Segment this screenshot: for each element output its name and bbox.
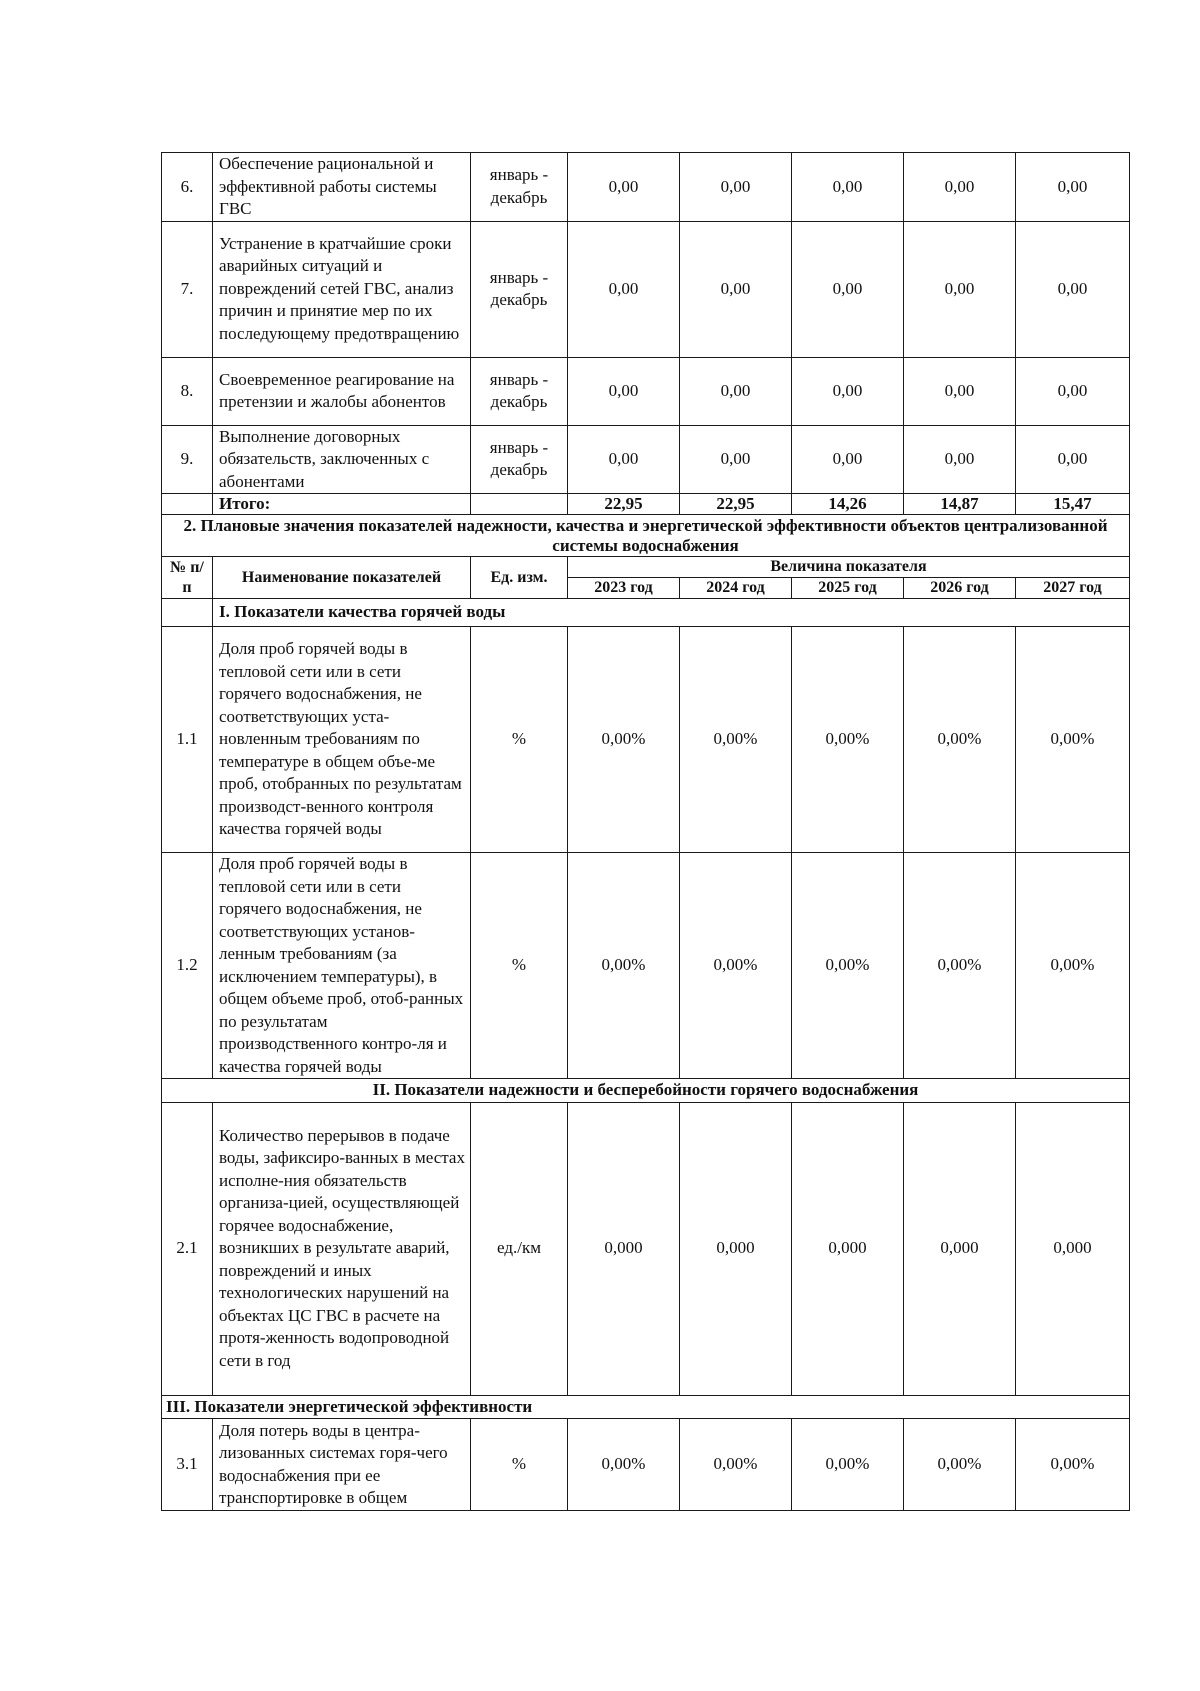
row-number: 7. (162, 221, 213, 357)
total-label: Итого: (213, 494, 471, 515)
row-value-2026: 0,000 (904, 1102, 1016, 1395)
group-title: III. Показатели энергетической эффективности (162, 1395, 1130, 1419)
row-value-2027: 0,00 (1016, 221, 1130, 357)
total-value-2026: 14,87 (904, 494, 1016, 515)
row-value-2025: 0,00% (792, 627, 904, 853)
group-empty-cell (162, 599, 213, 627)
total-value-2024: 22,95 (680, 494, 792, 515)
row-value-2027: 0,00% (1016, 1419, 1130, 1511)
row-value-2026: 0,00 (904, 425, 1016, 494)
row-value-2025: 0,00 (792, 357, 904, 425)
group-row (162, 599, 1130, 627)
row-number: 9. (162, 425, 213, 494)
total-value-2025: 14,26 (792, 494, 904, 515)
table-row (162, 221, 1130, 357)
row-value-2026: 0,00 (904, 357, 1016, 425)
row-number: 2.1 (162, 1102, 213, 1395)
row-value-2027: 0,00 (1016, 357, 1130, 425)
row-value-2024: 0,00% (680, 853, 792, 1079)
row-value-2026: 0,00% (904, 853, 1016, 1079)
group-row (162, 1395, 1130, 1419)
row-value-2023: 0,000 (568, 1102, 680, 1395)
row-name: Обеспечение рациональной и эффективной работы системы ГВС (213, 153, 471, 222)
row-value-2024: 0,00% (680, 1419, 792, 1511)
row-value-2026: 0,00% (904, 1419, 1016, 1511)
row-value-2024: 0,00 (680, 153, 792, 222)
row-unit: % (471, 627, 568, 853)
table-row (162, 153, 1130, 222)
row-value-2024: 0,000 (680, 1102, 792, 1395)
row-number: 3.1 (162, 1419, 213, 1511)
table-row (162, 1102, 1130, 1395)
row-value-2023: 0,00 (568, 357, 680, 425)
row-value-2024: 0,00% (680, 627, 792, 853)
header-num: № п/п (162, 557, 213, 599)
row-number: 1.1 (162, 627, 213, 853)
table-header-row (162, 557, 1130, 578)
row-value-2024: 0,00 (680, 425, 792, 494)
row-name: Доля потерь воды в центра-лизованных системах горя-чего водоснабжения при ее транспортировке в общем (213, 1419, 471, 1511)
row-period: январь - декабрь (471, 221, 568, 357)
section-title-row (162, 515, 1130, 557)
row-value-2024: 0,00 (680, 221, 792, 357)
row-value-2023: 0,00% (568, 853, 680, 1079)
header-unit: Ед. изм. (471, 557, 568, 599)
row-period: январь - декабрь (471, 153, 568, 222)
table-row (162, 1419, 1130, 1511)
row-value-2023: 0,00 (568, 153, 680, 222)
row-value-2027: 0,000 (1016, 1102, 1130, 1395)
total-row (162, 494, 1130, 515)
header-name: Наименование показателей (213, 557, 471, 599)
header-value-group: Величина показателя (568, 557, 1130, 578)
row-period: январь - декабрь (471, 425, 568, 494)
row-value-2023: 0,00 (568, 425, 680, 494)
row-value-2027: 0,00% (1016, 627, 1130, 853)
row-period: январь - декабрь (471, 357, 568, 425)
table-row (162, 357, 1130, 425)
group-title: II. Показатели надежности и бесперебойности горячего водоснабжения (162, 1079, 1130, 1103)
table-row (162, 853, 1130, 1079)
row-name: Доля проб горячей воды в тепловой сети или в сети горячего водоснабжения, не соответствующих уста-новленным требованиям по температуре в общем объе-ме проб, отобранных по результатам производст-венного контроля качества горячей воды (213, 627, 471, 853)
row-value-2026: 0,00 (904, 221, 1016, 357)
row-value-2023: 0,00 (568, 221, 680, 357)
row-number: 6. (162, 153, 213, 222)
row-unit: % (471, 853, 568, 1079)
total-value-2023: 22,95 (568, 494, 680, 515)
row-value-2024: 0,00 (680, 357, 792, 425)
header-year: 2024 год (680, 578, 792, 599)
total-empty-cell (471, 494, 568, 515)
row-value-2027: 0,00 (1016, 425, 1130, 494)
row-name: Количество перерывов в подаче воды, зафиксиро-ванных в местах исполне-ния обязательств организа-цией, осуществляющей горячее водоснабжение, возникших в результате аварий, повреждений и иных технологических нарушений на объектах ЦС ГВС в расчете на протя-женность водопроводной сети в год (213, 1102, 471, 1395)
table-row (162, 627, 1130, 853)
row-name: Доля проб горячей воды в тепловой сети или в сети горячего водоснабжения, не соответствующих установ-ленным требованиям (за исключением температуры), в общем объеме проб, отоб-ранных по результатам производственного контро-ля и качества горячей воды (213, 853, 471, 1079)
row-value-2025: 0,00% (792, 853, 904, 1079)
row-number: 8. (162, 357, 213, 425)
group-row (162, 1079, 1130, 1103)
row-value-2026: 0,00% (904, 627, 1016, 853)
row-value-2025: 0,00% (792, 1419, 904, 1511)
row-value-2025: 0,00 (792, 221, 904, 357)
section-title: 2. Плановые значения показателей надежности, качества и энергетической эффективности объектов централизованной системы водоснабжения (162, 515, 1130, 557)
row-value-2027: 0,00 (1016, 153, 1130, 222)
total-empty-cell (162, 494, 213, 515)
row-value-2027: 0,00% (1016, 853, 1130, 1079)
group-title: I. Показатели качества горячей воды (213, 599, 1130, 627)
header-year: 2027 год (1016, 578, 1130, 599)
row-name: Устранение в кратчайшие сроки аварийных ситуаций и повреждений сетей ГВС, анализ причин и принятие мер по их последующему предотвращению (213, 221, 471, 357)
header-year: 2025 год (792, 578, 904, 599)
row-value-2023: 0,00% (568, 1419, 680, 1511)
header-year: 2023 год (568, 578, 680, 599)
header-year: 2026 год (904, 578, 1016, 599)
row-value-2025: 0,00 (792, 425, 904, 494)
total-value-2027: 15,47 (1016, 494, 1130, 515)
row-value-2023: 0,00% (568, 627, 680, 853)
row-value-2025: 0,00 (792, 153, 904, 222)
indicators-table (161, 152, 1130, 1511)
row-value-2026: 0,00 (904, 153, 1016, 222)
table-row (162, 425, 1130, 494)
row-value-2025: 0,000 (792, 1102, 904, 1395)
row-name: Выполнение договорных обязательств, заключенных с абонентами (213, 425, 471, 494)
row-number: 1.2 (162, 853, 213, 1079)
row-unit: % (471, 1419, 568, 1511)
row-name: Своевременное реагирование на претензии и жалобы абонентов (213, 357, 471, 425)
row-unit: ед./км (471, 1102, 568, 1395)
